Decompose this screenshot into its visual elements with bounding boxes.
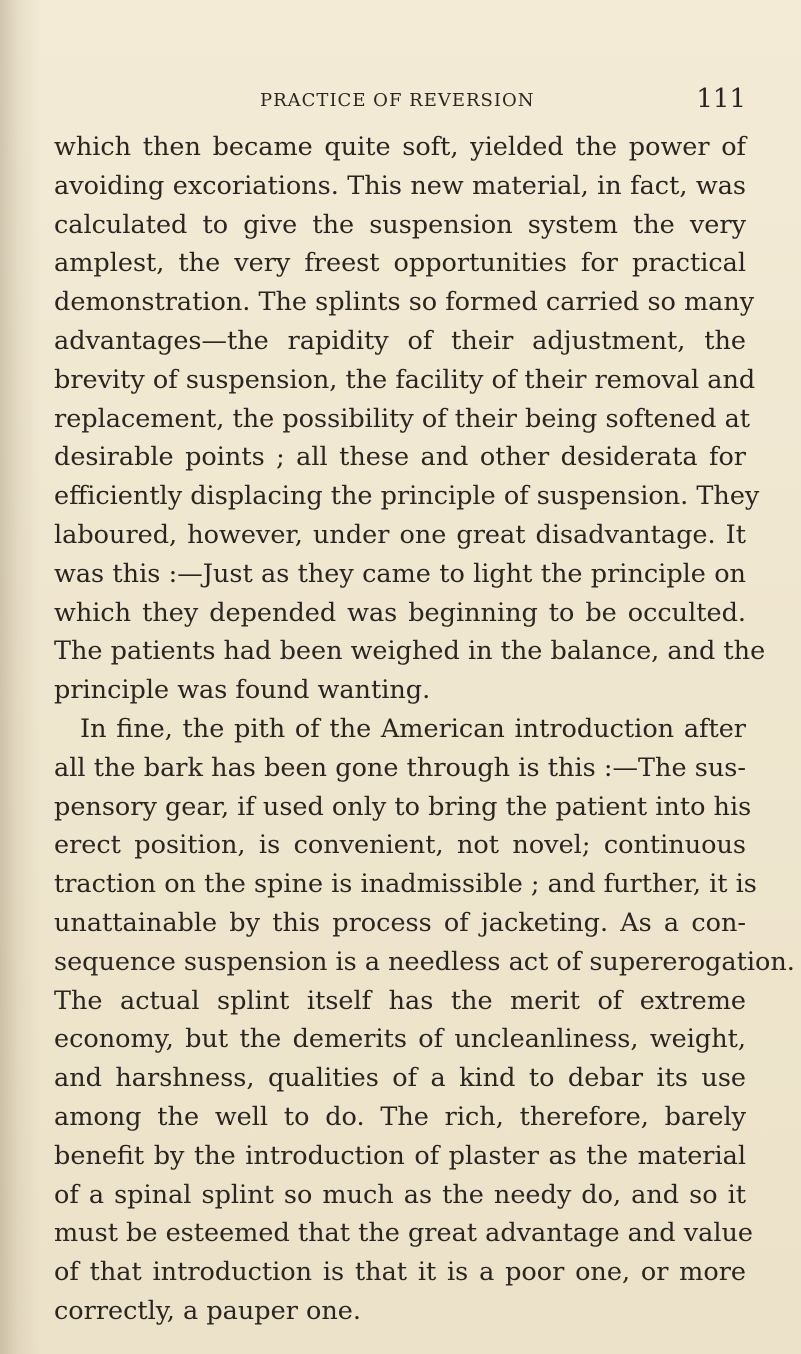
text-line: avoiding excoriations. This new material, in fact, was — [54, 170, 746, 201]
text-line: desirable points ; all these and other desiderata for — [54, 442, 746, 473]
text-line: of that introduction is that it is a poor one, or more — [54, 1257, 746, 1288]
text-line: all the bark has been gone through is this :—The sus- — [54, 752, 746, 783]
text-line: erect position, is convenient, not novel; continuous — [54, 830, 746, 861]
text-line: of a spinal splint so much as the needy do, and so it — [54, 1179, 746, 1210]
text-line: which then became quite soft, yielded the power of — [54, 132, 746, 162]
text-line: advantages—the rapidity of their adjustment, the — [54, 325, 746, 356]
text-line: and harshness, qualities of a kind to debar its use — [54, 1063, 746, 1094]
text-line: calculated to give the suspension system the very — [54, 209, 746, 240]
text-line: demonstration. The splints so formed carried so many — [54, 287, 755, 318]
text-line: traction on the spine is inadmissible ; and further, it is — [54, 869, 757, 900]
page-number: 111 — [696, 84, 746, 114]
text-line: economy, but the demerits of uncleanliness, weight, — [54, 1024, 746, 1055]
text-line: must be esteemed that the great advantage and value — [54, 1218, 753, 1249]
text-line: replacement, the possibility of their being softened at — [54, 403, 751, 434]
text-line: was this :—Just as they came to light the principle on — [54, 558, 746, 589]
text-line: The actual splint itself has the merit of extreme — [54, 985, 746, 1016]
text-line: sequence suspension is a needless act of supererogation. — [54, 946, 795, 977]
text-line: among the well to do. The rich, therefore, barely — [54, 1101, 746, 1132]
text-line: efficiently displacing the principle of suspension. They — [54, 481, 760, 512]
page-header — [54, 84, 746, 128]
running-head: PRACTICE OF REVERSION — [260, 90, 535, 111]
text-line: laboured, however, under one great disadvantage. It — [54, 519, 746, 550]
text-line: pensory gear, if used only to bring the patient into his — [54, 791, 752, 822]
paragraph-first-line: In fine, the pith of the American introduction after — [80, 713, 746, 744]
text-line: unattainable by this process of jacketing. As a con- — [54, 907, 746, 938]
text-line: benefit by the introduction of plaster as the material — [54, 1140, 746, 1171]
body-text — [54, 128, 795, 1331]
paragraph-end-line: correctly, a pauper one. — [54, 1295, 361, 1326]
paragraph-end-line: principle was found wanting. — [54, 675, 431, 706]
text-line: amplest, the very freest opportunities for practical — [54, 248, 746, 279]
text-line: The patients had been weighed in the balance, and the — [54, 636, 766, 667]
text-line: brevity of suspension, the facility of their removal and — [54, 364, 756, 395]
text-line: which they depended was beginning to be occulted. — [54, 597, 746, 628]
